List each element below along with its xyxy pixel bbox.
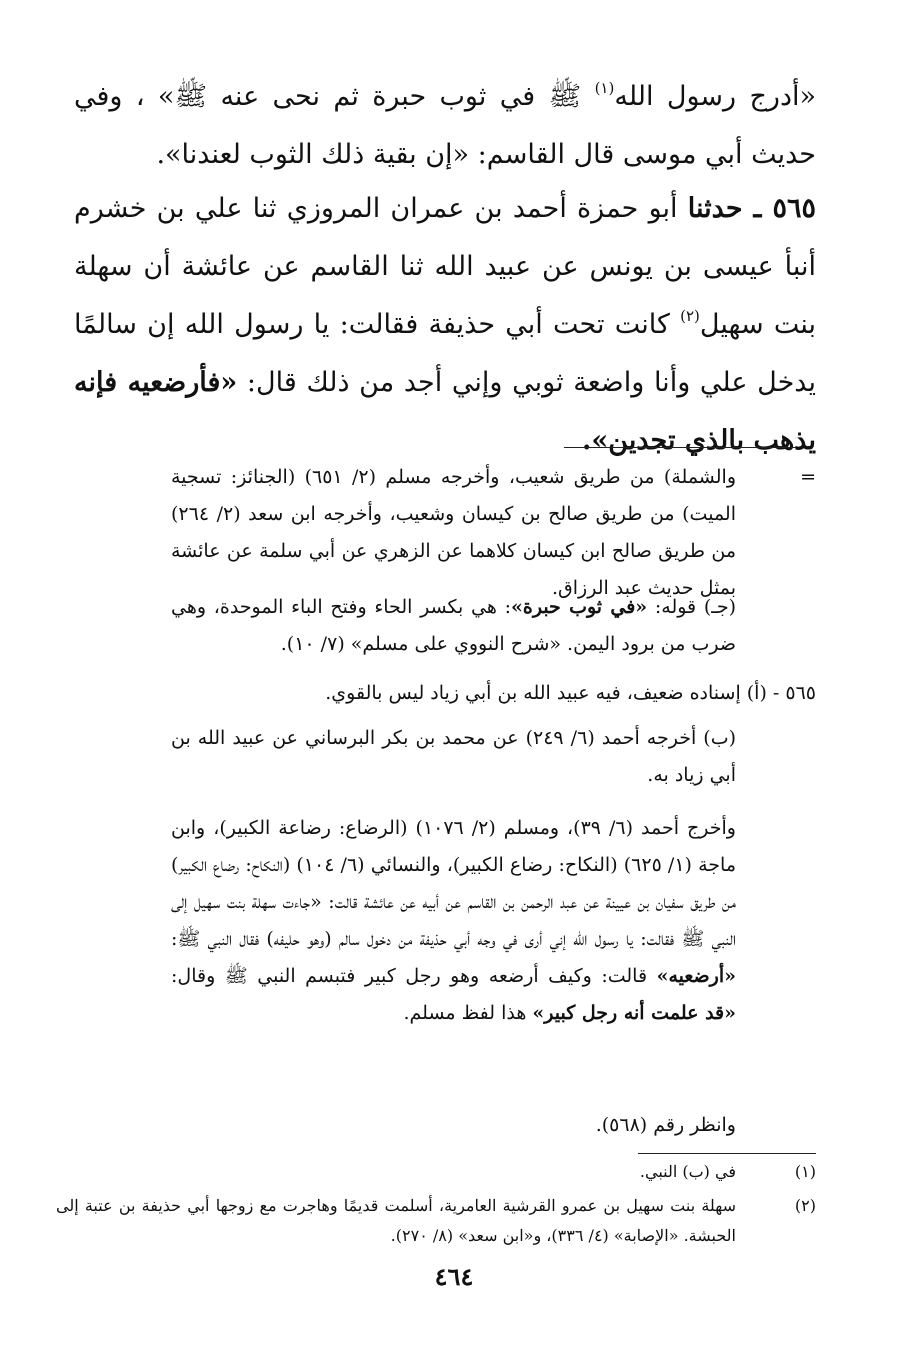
- main-paragraph-1: [74, 68, 816, 184]
- jim-label: (جـ) قوله:: [647, 596, 736, 618]
- continuation-marker: =: [800, 466, 816, 488]
- prophet-quote: «فأرضعيه فإنه يذهب بالذي تجدين».: [74, 367, 816, 456]
- main-paragraph-565: [74, 180, 816, 470]
- note-jim: [171, 589, 736, 663]
- note-565-c-text2: قالت: وكيف أرضعه وهو رجل كبير فتبسم النبي ﷺ وقال:: [171, 965, 657, 987]
- para1-rest: ﷺ في ثوب حبرة ثم نحى عنه ﷺ» ، وفي حديث أبي موسى قال القاسم: «إن بقية ذلك الثوب لعندنا».: [74, 81, 816, 170]
- note-565-c-text: وأخرج أحمد (٦/ ٣٩)، ومسلم (٢/ ١٠٧٦) (الرضاع: رضاعة الكبير)، وابن ماجة (١/ ٦٢٥) (النكاح: رضاع الكبير)، والنسائي (٦/ ١٠٤) (النكاح: رضاع الكبير) من طريق سفيان بن عيينة عن عبد الرحمن بن القاسم عن أبيه عن عائشة قالت: «جاءت سهلة بنت سهيل إلى النبي ﷺ فقالت: يا رسول الله إني أرى في وجه أبي حذيفة من دخول سالم (وهو حليفه) فقال النبي ﷺ:: [171, 817, 736, 950]
- footnote-ref-1: (١): [594, 79, 615, 97]
- footnote-text-2: سهلة بنت سهيل بن عمرو القرشية العامرية، أسلمت قديمًا وهاجرت مع زوجها أبي حذيفة بن عتبة إلى الحبشة. «الإصابة» (٤/ ٣٣٦)، و«ابن سعد» (٨/ ٢٧٠).: [56, 1196, 736, 1245]
- takhrij-continued: والشملة) من طريق شعيب، وأخرجه مسلم (٢/ ٦٥١) (الجنائز: تسجية الميت) من طريق صالح بن كيسان وشعيب، وأخرجه ابن سعد (٢/ ٢٦٤) من طريق صالح ابن كيسان كلاهما عن الزهري عن أبي سلمة عن عائشة بمثل حديث عبد الرزاق.: [171, 466, 736, 599]
- jim-quote: «في ثوب حبرة»: [511, 596, 648, 618]
- notes-divider: [564, 447, 796, 448]
- note-565-b: (ب) أخرجه أحمد (٦/ ٢٤٩) عن محمد بن بكر البرساني عن عبيد الله بن أبي زياد به.: [171, 727, 736, 786]
- matn-text: كانت تحت أبي حذيفة فقالت: يا رسول الله إن سالمًا يدخل علي وأنا واضعة ثوبي وإني أجد من ذلك قال:: [74, 309, 816, 398]
- note-565-c: [171, 810, 736, 1032]
- note-565-c-quote1: «أرضعيه»: [656, 965, 736, 987]
- jim-explanation: : هي بكسر الحاء وفتح الباء الموحدة، وهي ضرب من برود اليمن. «شرح النووي على مسلم» (٧/ ١٠).: [171, 596, 736, 655]
- note-565-see-also: وانظر رقم (٥٦٨).: [595, 1114, 736, 1136]
- isnad-text: أبو حمزة أحمد بن عمران المروزي ثنا علي بن خشرم أنبأ عيسى بن يونس عن عبيد الله ثنا القاسم عن عائشة أن سهلة بنت سهيل: [74, 193, 816, 340]
- note-565-c-text3: هذا لفظ مسلم.: [403, 1002, 533, 1024]
- footnote-text-1: في (ب) النبي.: [639, 1162, 736, 1181]
- para1-text: «أدرج رسول الله: [614, 81, 816, 112]
- footnote-number-1: (١): [794, 1162, 816, 1181]
- footnote-ref-2: (٢): [680, 307, 700, 325]
- note-565-c-quote2: «قد علمت أنه رجل كبير»: [532, 1002, 736, 1024]
- page-number: ٤٦٤: [434, 1262, 474, 1291]
- note-565-a: ٥٦٥ - (أ) إسناده ضعيف، فيه عبيد الله بن أبي زياد ليس بالقوي.: [325, 682, 816, 704]
- footnotes-divider: [638, 1153, 816, 1154]
- footnote-number-2: (٢): [794, 1196, 816, 1215]
- hadith-number: ٥٦٥ ـ حدثنا: [687, 193, 817, 224]
